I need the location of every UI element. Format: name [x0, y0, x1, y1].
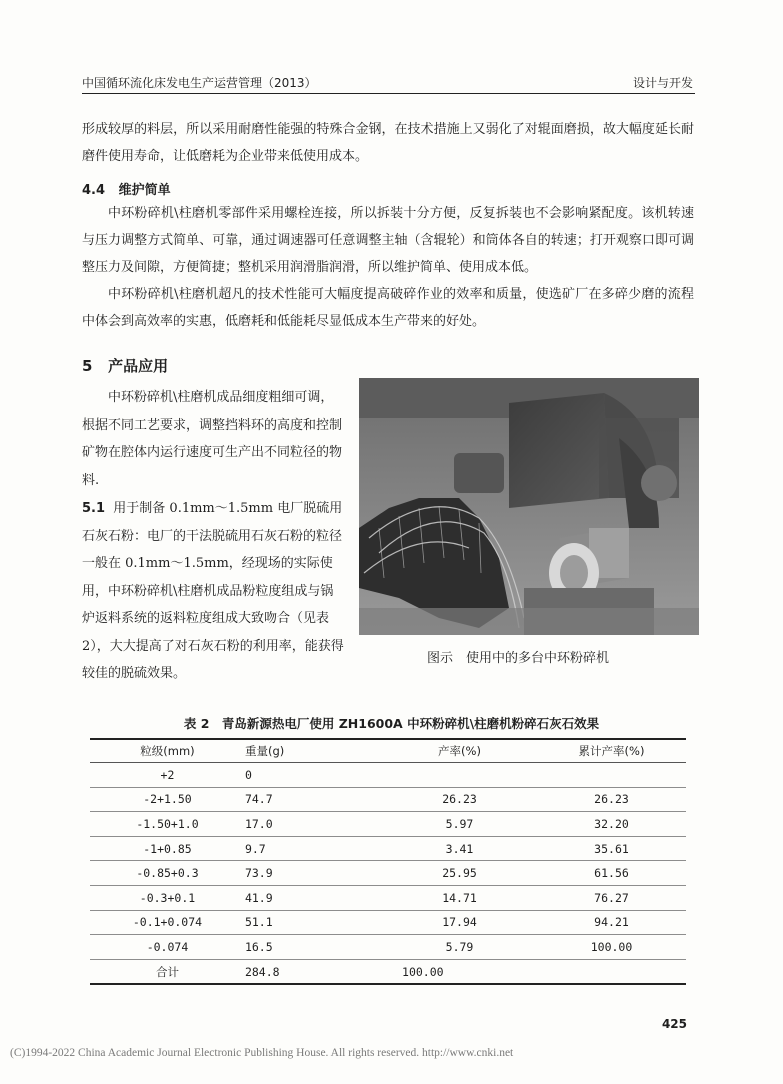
table-cell: 5.79 — [382, 935, 537, 960]
table-cell — [382, 763, 537, 788]
table-cell: 51.1 — [245, 910, 382, 935]
table-cell: -0.3+0.1 — [90, 885, 245, 910]
table-header-row — [90, 739, 686, 763]
table-cell: 76.27 — [537, 885, 686, 910]
table-cell: -0.1+0.074 — [90, 910, 245, 935]
section-5-heading — [82, 355, 168, 376]
intro-paragraph: 形成较厚的料层，所以采用耐磨性能强的特殊合金钢，在技术措施上又弱化了对辊面磨损，故大幅度延长耐磨件使用寿命，让低磨耗为企业带来低使用成本。 — [82, 122, 694, 164]
section-5-1-text: 用于制备 0.1mm～1.5mm 电厂脱硫用石灰石粉：电厂的干法脱硫用石灰石粉的粒径一般在 0.1mm～1.5mm，经现场的实际使用，中环粉碎机\柱磨机成品粉粒度组成与锅炉返料系统的返料粒度组成大致吻合（见表 2），大大提高了对石灰石粉的利用率，能获得较佳的脱硫效果。 — [82, 501, 344, 681]
table-header: 产率(%) — [382, 739, 537, 763]
table-cell: +2 — [90, 763, 245, 788]
table-cell: 100.00 — [382, 959, 537, 984]
running-header-left: 中国循环流化床发电生产运营管理（2013） — [82, 76, 317, 90]
table-cell: 5.97 — [382, 812, 537, 837]
table-cell: 9.7 — [245, 836, 382, 861]
table-cell: 94.21 — [537, 910, 686, 935]
table-cell: 26.23 — [537, 787, 686, 812]
running-header-right: 设计与开发 — [632, 76, 693, 90]
table-row — [90, 812, 686, 837]
section-4-4-paragraph-1: 中环粉碎机\柱磨机零部件采用螺栓连接，所以拆装十分方便，反复拆装也不会影响紧配度。该机转速与压力调整方式简单、可靠，通过调速器可任意调整主轴（含辊轮）和筒体各自的转速；打开观察口即可调整压力及间隙，方便简捷；整机采用润滑脂润滑，所以维护简单、使用成本低。 — [82, 206, 694, 275]
section-5-number: 5 — [82, 357, 93, 375]
header-rule — [82, 93, 695, 94]
section-4-4-heading — [82, 179, 171, 198]
table-cell: 0 — [245, 763, 382, 788]
table-row — [90, 787, 686, 812]
table-cell: -2+1.50 — [90, 787, 245, 812]
table-header: 累计产率(%) — [537, 739, 686, 763]
table-cell: -0.85+0.3 — [90, 861, 245, 886]
table-cell: 17.94 — [382, 910, 537, 935]
table-row — [90, 885, 686, 910]
section-4-4-number: 4.4 — [82, 183, 106, 198]
section-5-1-number: 5.1 — [82, 501, 106, 516]
table-row — [90, 861, 686, 886]
table-row — [90, 910, 686, 935]
copyright-footer: (C)1994-2022 China Academic Journal Electronic Publishing House. All rights reserved. http://www.cnki.net — [10, 1047, 514, 1059]
table-cell — [537, 959, 686, 984]
table-cell: 32.20 — [537, 812, 686, 837]
section-5-title: 产品应用 — [108, 357, 169, 375]
section-5-1-paragraph — [82, 495, 344, 688]
table-header: 重量(g) — [245, 739, 382, 763]
table-row — [90, 836, 686, 861]
table-cell: -1+0.85 — [90, 836, 245, 861]
table-cell: 25.95 — [382, 861, 537, 886]
table-cell: 17.0 — [245, 812, 382, 837]
table-cell: 73.9 — [245, 861, 382, 886]
section-4-4-title: 维护简单 — [118, 183, 171, 198]
table-cell: 74.7 — [245, 787, 382, 812]
table-header: 粒级(mm) — [90, 739, 245, 763]
table-row — [90, 763, 686, 788]
particle-size-table — [90, 738, 686, 985]
crusher-photo — [359, 378, 699, 635]
table-cell: 合计 — [90, 959, 245, 984]
table-cell: 14.71 — [382, 885, 537, 910]
table-cell: -1.50+1.0 — [90, 812, 245, 837]
section-5-paragraph-1: 中环粉碎机\柱磨机成品细度粗细可调，根据不同工艺要求，调整挡料环的高度和控制矿物在腔体内运行速度可生产出不同粒径的物料. — [82, 390, 343, 488]
table-cell: 26.23 — [382, 787, 537, 812]
table-cell: 41.9 — [245, 885, 382, 910]
table-total-row — [90, 959, 686, 984]
table-cell: -0.074 — [90, 935, 245, 960]
page-number: 425 — [661, 1017, 687, 1031]
section-4-4-paragraph-2: 中环粉碎机\柱磨机超凡的技术性能可大幅度提高破碎作业的效率和质量，使选矿厂在多碎少磨的流程中体会到高效率的实惠，低磨耗和低能耗尽显低成本生产带来的好处。 — [82, 287, 694, 329]
table-cell: 3.41 — [382, 836, 537, 861]
table-cell: 35.61 — [537, 836, 686, 861]
table-caption: 表 2 青岛新源热电厂使用 ZH1600A 中环粉碎机\柱磨机粉碎石灰石效果 — [183, 716, 600, 731]
table-row — [90, 935, 686, 960]
table-cell: 100.00 — [537, 935, 686, 960]
table-cell: 16.5 — [245, 935, 382, 960]
figure-caption: 图示 使用中的多台中环粉碎机 — [427, 651, 610, 666]
table-cell — [537, 763, 686, 788]
table-cell: 61.56 — [537, 861, 686, 886]
table-cell: 284.8 — [245, 959, 382, 984]
